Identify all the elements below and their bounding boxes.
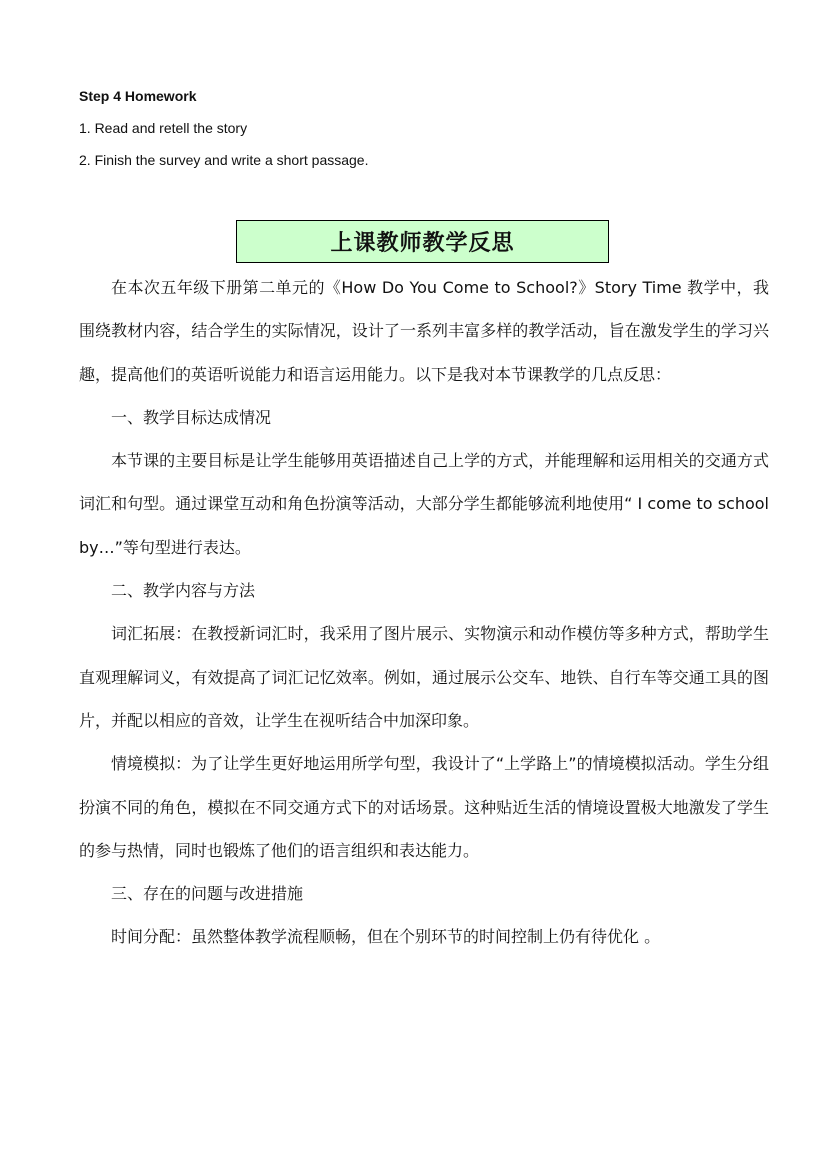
paragraph-vocabulary: 词汇拓展：在教授新词汇时，我采用了图片展示、实物演示和动作模仿等多种方式，帮助学生直观理解词义，有效提高了词汇记忆效率。例如，通过展示公交车、地铁、自行车等交通工具的图片，并配以相应的音效，让学生在视听结合中加深印象。 [79,624,769,730]
paragraph-time: 时间分配：虽然整体教学流程顺畅，但在个别环节的时间控制上仍有待优化 。 [111,927,661,947]
reflection-body [79,266,769,959]
paragraph-goals: 本节课的主要目标是让学生能够用英语描述自己上学的方式，并能理解和运用相关的交通方式词汇和句型。通过课堂互动和角色扮演等活动，大部分学生都能够流利地使用“ I come to school by…”等句型进行表达。 [79,451,769,557]
homework-item: 2. Finish the survey and write a short passage. [79,152,369,168]
paragraph-situation: 情境模拟：为了让学生更好地运用所学句型，我设计了“上学路上”的情境模拟活动。学生分组扮演不同的角色，模拟在不同交通方式下的对话场景。这种贴近生活的情境设置极大地激发了学生的参与热情，同时也锻炼了他们的语言组织和表达能力。 [79,754,769,860]
homework-item: 1. Read and retell the story [79,120,248,136]
section-heading-goals: 一、教学目标达成情况 [111,407,272,427]
paragraph-intro: 在本次五年级下册第二单元的《How Do You Come to School?》Story Time 教学中，我围绕教材内容，结合学生的实际情况，设计了一系列丰富多样的教学活动，旨在激发学生的学习兴趣，提高他们的英语听说能力和语言运用能力。以下是我对本节课教学的几点反思： [79,278,769,384]
reflection-title-box [236,220,609,263]
homework-heading: Step 4 Homework [79,88,197,104]
section-heading-problems: 三、存在的问题与改进措施 [111,884,304,904]
section-heading-methods: 二、教学内容与方法 [111,581,256,601]
reflection-title: 上课教师教学反思 [330,231,515,256]
